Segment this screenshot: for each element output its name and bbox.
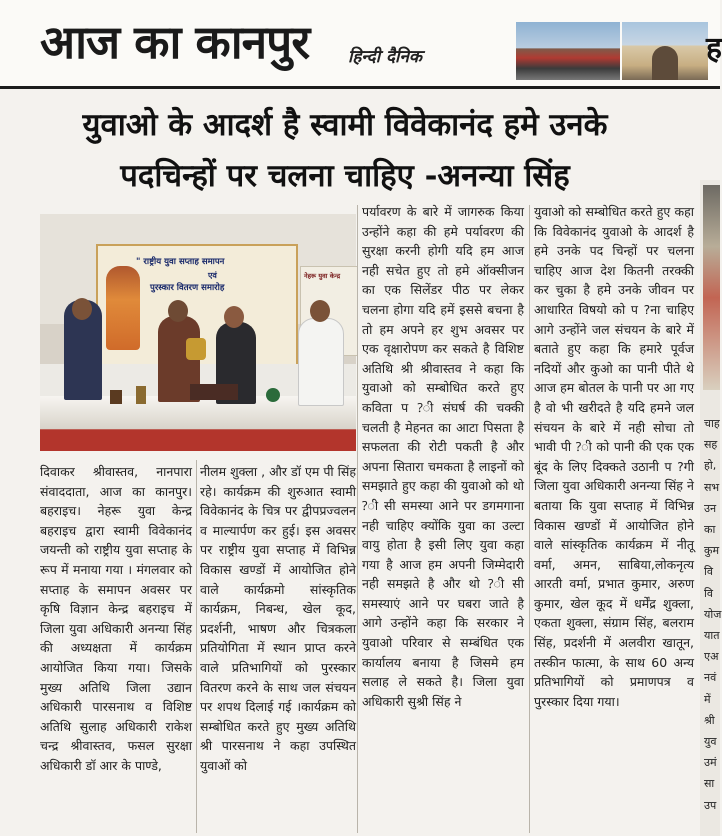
adjacent-article-fragment: सा [704,777,715,791]
adjacent-article-fragment: उप [704,798,717,812]
adjacent-article-fragment: यात [704,629,720,642]
column-divider [196,460,197,833]
adjacent-article-fragment: श्री [704,713,715,727]
headline-line-1: युवाओ के आदर्श है स्वामी विवेकानंद हमे उनके [82,107,608,143]
newspaper-name: आज का कानपुर [40,15,310,69]
article-column-2 [200,462,356,776]
column-divider [357,205,358,833]
masthead-train-photo [516,22,620,80]
adjacent-article-fragment: एअ [704,650,719,664]
adjacent-article-photo [703,185,720,390]
masthead-rule [0,86,720,89]
masthead-right-fragment: ह [706,31,722,66]
article-column-4 [534,202,694,711]
event-photo [40,214,356,451]
memento [186,338,206,360]
adjacent-article-fragment: योज [704,607,722,621]
headline-line-2: पदचिन्हों पर चलना चाहिए -अनन्या सिंह [120,158,570,194]
adjacent-article-fragment: उमं [704,756,717,770]
newspaper-tagline: हिन्दी दैनिक [348,47,422,67]
vivekananda-portrait [106,266,140,350]
column-divider [529,205,530,833]
column-1-text: दिवाकर श्रीवास्तव, नानपारा संवाददाता, आज का कानपुर। बहराइच। नेहरू युवा केन्द्र बहराइच द्वारा स्वामी विवेकानंद जयन्ती को राष्ट्रीय युवा सप्ताह के रूप में मनाया गया । मंगलवार को सप्ताह के समापन अवसर पर कृषि विज्ञान केन्द्र बहराइच में जिला युवा अधिकारी अनन्या सिंह की अध्यक्षता में कार्यक्रम आयोजित किया गया। जिसके मुख्य अतिथि जिला उद्यान अधिकारी पारसनाथ व विशिष्ट अतिथि सुलाह अधिकारी राकेश चन्द्र श्रीवास्तव, फसल सुरक्षा अधिकारी डॉ आर के पाण्डे, [40,464,192,773]
column-3-text: पर्यावरण के बारे में जागरुक किया उन्होंने कहा की हमे पर्यावरण की सुरक्षा करनी होगी यदि हम आज नही सचेत हुए तो हमे ऑक्सीजन का एक सिलेंडर पीठ पर लेकर चलना होगा यदि हमें इससे बचना है तो हम अपने हर शुभ अवसर पर एक वृक्षारोपण कर सकते है विशिष्ट अतिथि श्री श्रीवास्तव ने कहा कि युवाओ को सम्बोधित करते हुए कविता प ?ी संघर्ष की चक्की चलती है मेहनत का आटा पिसता है सफलता की रोटी पकती है और अपना सितारा चमकता है लाइनों को समझाते हुए कहा की युवाओ को थो ?ी सी समस्या आने पर डगमगाना नही चाहिए क्योंकि युवा का उल्टा वायु होता है इसी लिए युवा कहा गया है आज हम अपनी जिम्मेदारी नही समझते है और थो ?ी सी समस्याएं आने पर घबरा जाते है आगे उन्होंने कहा कि सरकार ने युवाओ परिवार से सम्बंधित एक कार्यालय बनाया है जिसमे हम सलाह ले सकते है। जिला युवा अधिकारी सुश्री सिंह ने [362,204,524,709]
banner-text-2: एवं [208,271,217,280]
article-column-1 [40,462,192,776]
adjacent-article-fragment: चाह [704,417,720,430]
adjacent-article-fragment: सह [704,438,718,452]
article-column-3 [362,202,524,711]
adjacent-article-fragment: उन [704,501,717,515]
person-4 [298,318,344,406]
banner-text-3: पुरस्कार वितरण समारोह [150,283,225,293]
column-2-text: नीलम शुक्ला , और डॉ एम पी सिंह रहे। कार्यक्रम की शुरुआत स्वामी विवेकानंद के चित्र पर द्वीपप्रज्वलन व माल्यार्पण कर हुई। इस अवसर पर राष्ट्रीय युवा सप्ताह में विभिन्न विकास खण्डों में आयोजित होने वाले कार्यक्रमो सांस्कृतिक कार्यक्रम, निबन्ध, खेल कूद, प्रदर्शनी, भाषण और चित्रकला प्रतियोगिता में स्थान प्राप्त करने वाले प्रतिभागियों को पुरस्कार वितरण करने के साथ जल संचयन पर शपथ दिलाई गई ।कार्यक्रम को सम्बोधित करते हुए मुख्य अतिथि श्री पारसनाथ ने कहा उपस्थित युवाओं को [200,464,356,773]
adjacent-article-fragment: कुम [704,544,720,558]
adjacent-article-fragment: में [704,692,711,706]
adjacent-article-fragment: सभ [704,480,720,494]
adjacent-article-fragment: वि [704,586,713,600]
banner-text-1: " राष्ट्रीय युवा सप्ताह समापन [136,257,225,267]
masthead-monument-photo [622,22,708,80]
side-banner-text: नेहरू युवा केन्द्र [304,272,341,280]
adjacent-article-fragment: का [704,523,716,536]
adjacent-article-fragment: हो, [704,459,717,473]
column-4-text: युवाओ को सम्बोधित करते हुए कहा कि विवेकानंद युवाओ के आदर्श है हमे उनके पद चिन्हों पर चलना चाहिए आज देश कितनी तरक्की कर चुका है हमे उनके जीवन पर आधारित विषयो को प ?ना चाहिए आगे उन्होंने जल संचयन के बारे में बताते हुए कहा कि हमारे पूर्वज नदियों और कुओ का पानी पीते थे आज हम बोतल के पानी पर आ गए है वो भी खरीदते है यदि हमने जल संचयन के बारे में नही सोचा तो भावी पी ?ी को पानी की एक एक बूंद के लिए दिक्कते उठानी प ?गी जिला युवा अधिकारी अनन्या सिंह ने बताया कि युवा सप्ताह में विभिन्न विकास खण्डों में आयोजित होने वाले सांस्कृतिक कार्यक्रम में नीतू वर्मा, अमन, साबिया,लोकनृत्य आरती वर्मा, प्रभात कुमार, अरुण कुमार, खेल कूद में धर्मेंद्र शुक्ला, एकता शुक्ला, संग्राम सिंह, बलराम सिंह, प्रदर्शनी में अलवीरा खातून, तस्कीन फात्मा, के साथ 60 अन्य प्रतिभागियों को प्रमाणपत्र व पुरस्कार दिया गया। [534,204,694,709]
adjacent-article-fragment: नवं [704,671,717,685]
adjacent-article-fragment: युव [704,735,717,748]
adjacent-article-fragment: वि [704,565,713,579]
